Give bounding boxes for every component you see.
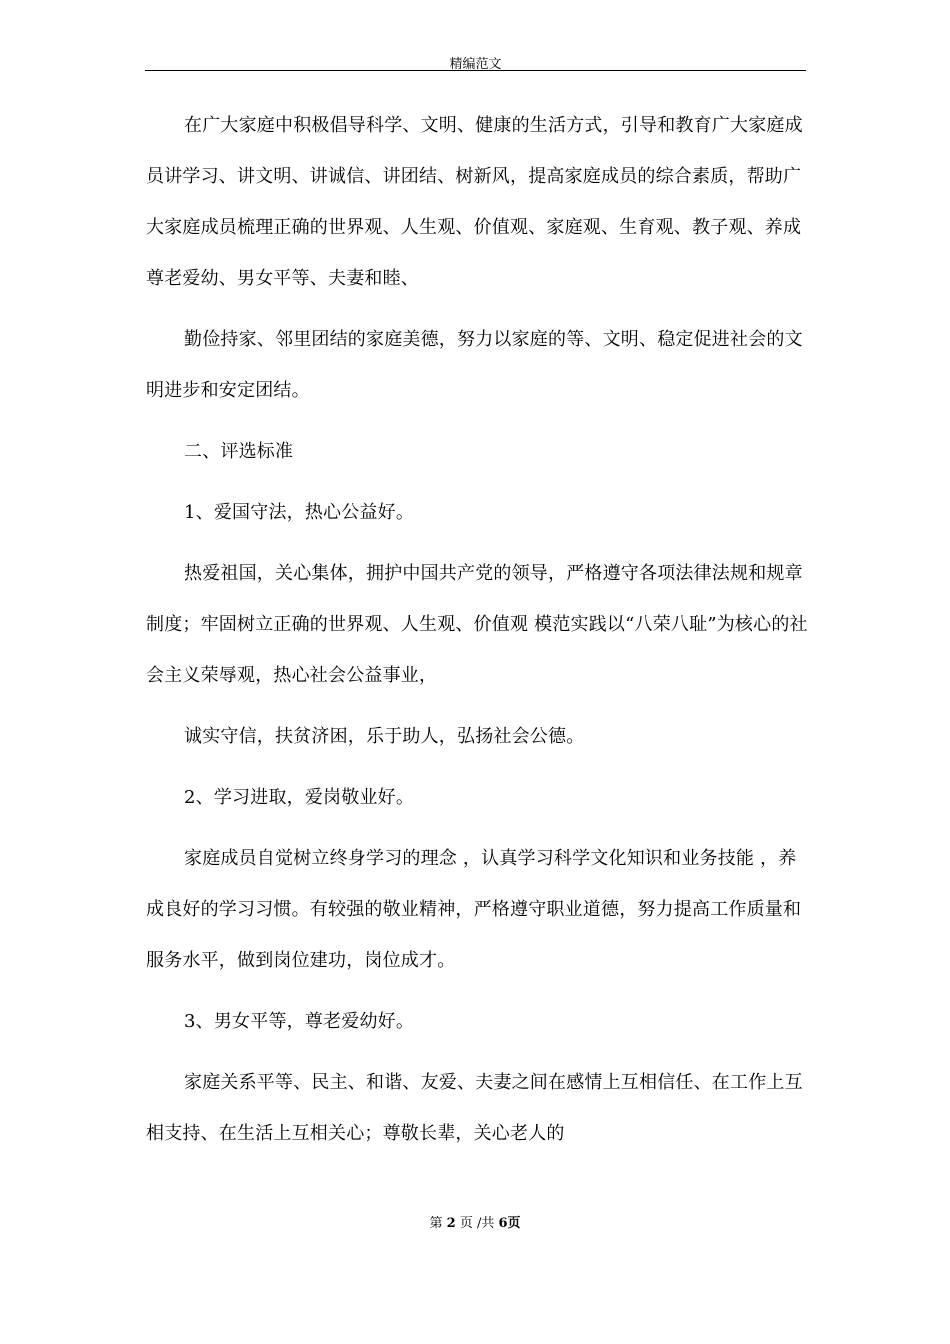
page-footer <box>0 1216 950 1232</box>
criterion-3-body: 家庭关系平等、民主、和谐、友爱、夫妻之间在感情上互相信任、在工作上互相支持、在生活上互相关心；尊敬长辈，关心老人的 <box>146 1072 803 1144</box>
header-title: 精编范文 <box>449 57 502 72</box>
footer-total-pages: 6 <box>498 1216 508 1231</box>
criterion-1-body-cont: 诚实守信，扶贫济困，乐于助人，弘扬社会公德。 <box>184 726 585 747</box>
criterion-3-title: 3、男女平等，尊老爱幼好。 <box>184 1011 415 1032</box>
footer-prefix: 第 <box>429 1216 443 1231</box>
criterion-2-title: 2、学习进取，爱岗敬业好。 <box>184 787 415 808</box>
document-body <box>146 100 810 1169</box>
footer-current-page: 2 <box>446 1216 456 1231</box>
paragraph-2: 勤俭持家、邻里团结的家庭美德，努力以家庭的等、文明、稳定促进社会的文明进步和安定团结。 <box>146 329 803 401</box>
criterion-1-title: 1、爱国守法，热心公益好。 <box>184 502 415 523</box>
page-header <box>145 53 806 71</box>
footer-middle: 页 /共 <box>459 1216 495 1231</box>
criterion-1-body: 热爱祖国，关心集体，拥护中国共产党的领导，严格遵守各项法律法规和规章制度；牢固树立正确的世界观、人生观、价值观 模范实践以“八荣八耻”为核心的社会主义荣辱观，热心社会公益事业， <box>146 563 808 686</box>
criterion-2-body: 家庭成员自觉树立终身学习的理念 ，认真学习科学文化知识和业务技能 ，养成良好的学习习惯。有较强的敬业精神，严格遵守职业道德，努力提高工作质量和服务水平，做到岗位建功，岗位成才。 <box>146 848 802 971</box>
paragraph-1: 在广大家庭中积极倡导科学、文明、健康的生活方式，引导和教育广大家庭成员讲学习、讲文明、讲诚信、讲团结、树新风，提高家庭成员的综合素质，帮助广大家庭成员梳理正确的世界观、人生观、价值观、家庭观、生育观、教子观、养成尊老爱幼、男女平等、夫妻和睦、 <box>146 115 803 289</box>
section-heading: 二、评选标准 <box>184 441 294 462</box>
footer-suffix: 页 <box>507 1216 521 1231</box>
